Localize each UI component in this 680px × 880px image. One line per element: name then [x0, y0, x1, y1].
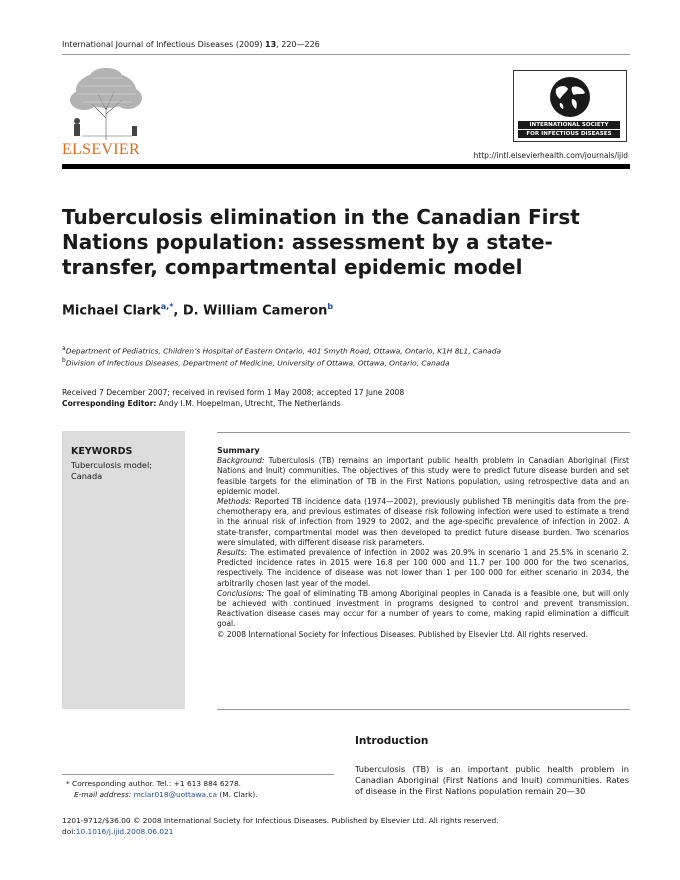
author-name: D. William Cameron	[182, 303, 328, 319]
keywords-list	[71, 460, 152, 482]
abstract-methods	[217, 497, 629, 548]
abstract-bottom-rule	[217, 709, 630, 710]
author-affil-mark[interactable]: b	[327, 302, 334, 311]
doi-link[interactable]: 10.1016/j.ijid.2008.06.021	[75, 826, 174, 836]
author-name: Michael Clark	[62, 303, 161, 319]
affil-text: Department of Pediatrics, Children’s Hospital of Eastern Ontario, 401 Smyth Road, Ottawa, Ontario, K1H 8L1, Canada	[65, 346, 502, 356]
isid-society-logo	[513, 70, 627, 142]
keyword-item: Tuberculosis model;	[71, 460, 153, 470]
email-suffix: (M. Clark).	[217, 790, 258, 799]
section-text: The goal of eliminating TB among Aboriginal peoples in Canada is a feasible one, but will only be achieved with continued investment in programs designed to control and prevent transmission. Reactivation disease cases may occur for a number of years to come, making rapid elimination a difficult goal.	[217, 588, 629, 629]
editor-name: Andy I.M. Hoepelman, Utrecht, The Netherlands	[156, 399, 341, 408]
article-history	[62, 387, 404, 409]
footnote-phone: * Corresponding author. Tel.: +1 613 884 6278.	[66, 779, 242, 788]
affiliation-a	[62, 345, 501, 355]
email-link[interactable]: mclar018@uottawa.ca	[133, 790, 218, 799]
abstract-conclusions	[217, 589, 629, 630]
corresponding-editor	[62, 398, 404, 409]
section-label: Conclusions:	[217, 588, 265, 598]
abstract	[217, 446, 629, 640]
affil-text: Division of Infectious Diseases, Department of Medicine, University of Ottawa, Ottawa, Ontario, Canada	[65, 358, 450, 368]
author-separator: ,	[173, 303, 183, 319]
affiliation-b	[62, 357, 450, 367]
society-name-line2: FOR INFECTIOUS DISEASES	[518, 130, 620, 138]
section-label: Methods:	[217, 497, 252, 507]
affil-mark: b	[62, 357, 66, 364]
keywords-box	[62, 431, 185, 709]
footnote-rule	[62, 774, 334, 775]
header-divider	[62, 54, 630, 55]
keywords-heading: KEYWORDS	[71, 446, 133, 457]
journal-citation	[62, 40, 320, 49]
elsevier-wordmark: ELSEVIER	[62, 141, 140, 158]
copyright-footer	[62, 816, 499, 837]
abstract-background	[217, 456, 629, 497]
journal-name: International Journal of Infectious Diseases (2009)	[62, 40, 265, 49]
abstract-results	[217, 548, 629, 589]
affil-mark: a	[62, 345, 66, 352]
society-name-line1: INTERNATIONAL SOCIETY	[518, 121, 620, 129]
received-dates: Received 7 December 2007; received in revised form 1 May 2008; accepted 17 June 2008	[62, 388, 405, 397]
globe-icon	[514, 71, 626, 119]
summary-heading: Summary	[217, 446, 260, 455]
author-affil-mark[interactable]: a,*	[160, 302, 174, 311]
journal-url[interactable]: http://intl.elsevierhealth.com/journals/ijid	[473, 151, 628, 160]
introduction-heading: Introduction	[355, 735, 429, 747]
editor-label: Corresponding Editor:	[62, 399, 157, 408]
author-list	[62, 302, 333, 318]
corresponding-author-footnote	[62, 778, 258, 800]
abstract-copyright: © 2008 International Society for Infectious Diseases. Published by Elsevier Ltd. All rights reserved.	[217, 629, 589, 639]
section-label: Results:	[217, 548, 247, 558]
section-text: Tuberculosis (TB) remains an important public health problem in Canadian Aboriginal (First Nations and Inuit) communities. The objectives of this study were to predict future disease burden and set feasible targets for the elimination of TB in the First Nations population, using retrospective data and an epidemic model.	[217, 456, 629, 496]
doi-label: doi:	[62, 826, 76, 836]
keyword-item: Canada	[71, 471, 103, 481]
email-label: E-mail address:	[74, 790, 132, 799]
issn-copyright: 1201-9712/$36.00 © 2008 International Society for Infectious Diseases. Published by Elsevier Ltd. All rights reserved.	[62, 816, 499, 825]
article-title: Tuberculosis elimination in the Canadian First Nations population: assessment by a state-transfer, compartmental epidemic model	[62, 205, 580, 279]
section-text: The estimated prevalence of infection in 2002 was 20.9% in scenario 1 and 25.5% in scenario 2. Predicted incidence rates in 2015 were 16.8 per 100 000 and 11.7 per 100 000 for the two scenarios, respectively. The incidence of disease was not lower than 1 per 100 000 for either scenario in 2034, the arbitrarily chosen last year of the model.	[217, 548, 629, 588]
journal-volume: 13	[265, 40, 277, 49]
abstract-top-rule	[217, 432, 630, 433]
introduction-text: Tuberculosis (TB) is an important public health problem in Canadian Aboriginal (First Nations and Inuit) communities. Rates of disease in the First Nations population remain 20—30	[355, 764, 629, 796]
header-thick-rule	[62, 164, 630, 169]
doi-line	[62, 827, 499, 838]
footnote-email-line	[62, 789, 258, 800]
journal-pages: , 220—226	[276, 40, 320, 49]
section-label: Background:	[217, 456, 265, 466]
section-text: Reported TB incidence data (1974—2002), previously published TB meningitis data from the pre-chemotherapy era, and previous estimates of disease risk following infection were used to estimate a trend in the annual risk of infection from 1929 to 2002, and the age-specific prevalence of infection in 2002. A state-transfer, compartmental model was then developed to predict future disease burden. Two scenarios were simulated, with different disease risk parameters.	[217, 497, 629, 547]
